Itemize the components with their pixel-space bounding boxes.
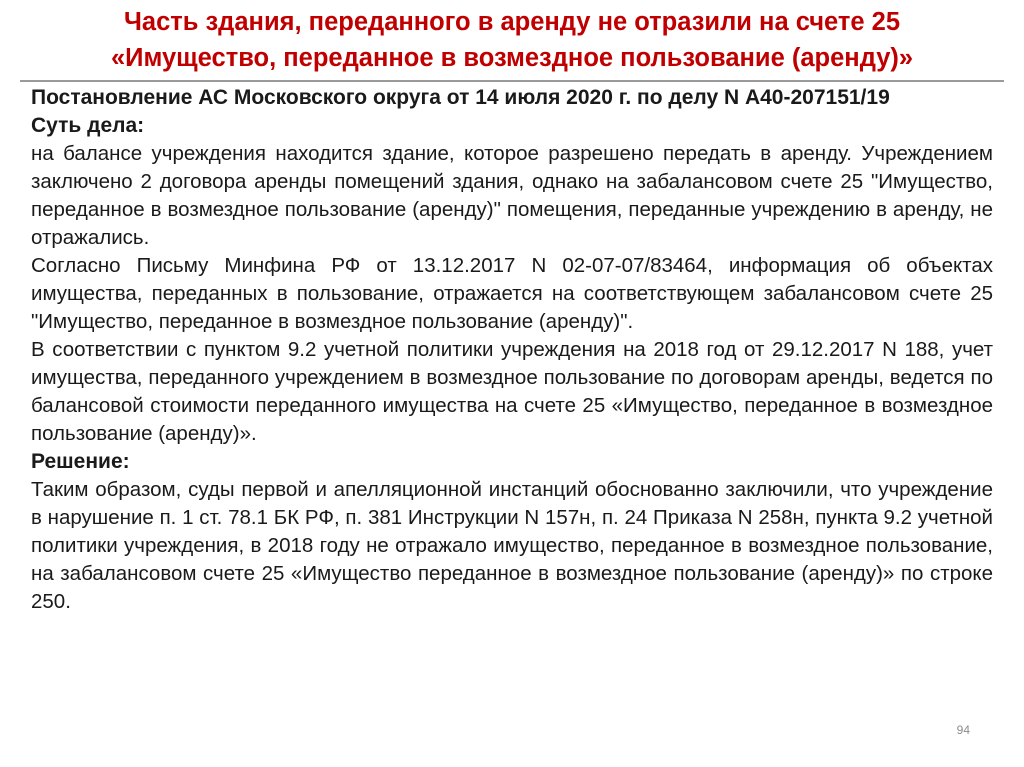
decision-paragraph: Таким образом, суды первой и апелляционной инстанций обоснованно заключили, что учреждение в нарушение п. 1 ст. 78.1 БК РФ, п. 381 Инструкции N 157н, п. 24 Приказа N 258н, пункта 9.2 учетной политики учреждения, в 2018 году не отражало имущество, переданное в возмездное пользование, на забалансовом счете 25 «Имущество переданное в возмездное пользование (аренду)» по строке 250. <box>31 478 993 613</box>
case-paragraph-1: на балансе учреждения находится здание, которое разрешено передать в аренду. Учреждением заключено 2 договора аренды помещений здания, однако на забалансовом счете 25 "Имущество, переданное в возмездное пользование (аренду)" помещения, переданные учреждению в аренду, не отражались. <box>31 142 993 249</box>
slide-title-line-2: «Имущество, переданное в возмездное пользование (аренду)» <box>110 44 914 72</box>
decision-heading: Решение: <box>31 450 130 473</box>
case-paragraph-3: В соответствии с пунктом 9.2 учетной политики учреждения на 2018 год от 29.12.2017 N 188, учет имущества, переданного учреждением в возмездное пользование по договорам аренды, ведется по балансовой стоимости переданного имущества на счете 25 «Имущество, переданное в возмездное пользование (аренду)». <box>31 338 993 445</box>
slide-title-line-1: Часть здания, переданного в аренду не отразили на счете 25 <box>123 8 901 36</box>
case-paragraph-2: Согласно Письму Минфина РФ от 13.12.2017 N 02-07-07/83464, информация об объектах имущества, переданных в пользование, отражается на соответствующем забалансовом счете 25 "Имущество, переданное в возмездное пользование (аренду)". <box>31 254 993 333</box>
court-decision-reference: Постановление АС Московского округа от 14 июля 2020 г. по делу N А40-207151/19 <box>31 86 890 109</box>
page-number: 94 <box>956 723 970 737</box>
slide-body <box>31 84 993 616</box>
title-divider <box>20 80 1004 82</box>
case-essence-heading: Суть дела: <box>31 114 145 137</box>
slide-title <box>20 4 1004 76</box>
